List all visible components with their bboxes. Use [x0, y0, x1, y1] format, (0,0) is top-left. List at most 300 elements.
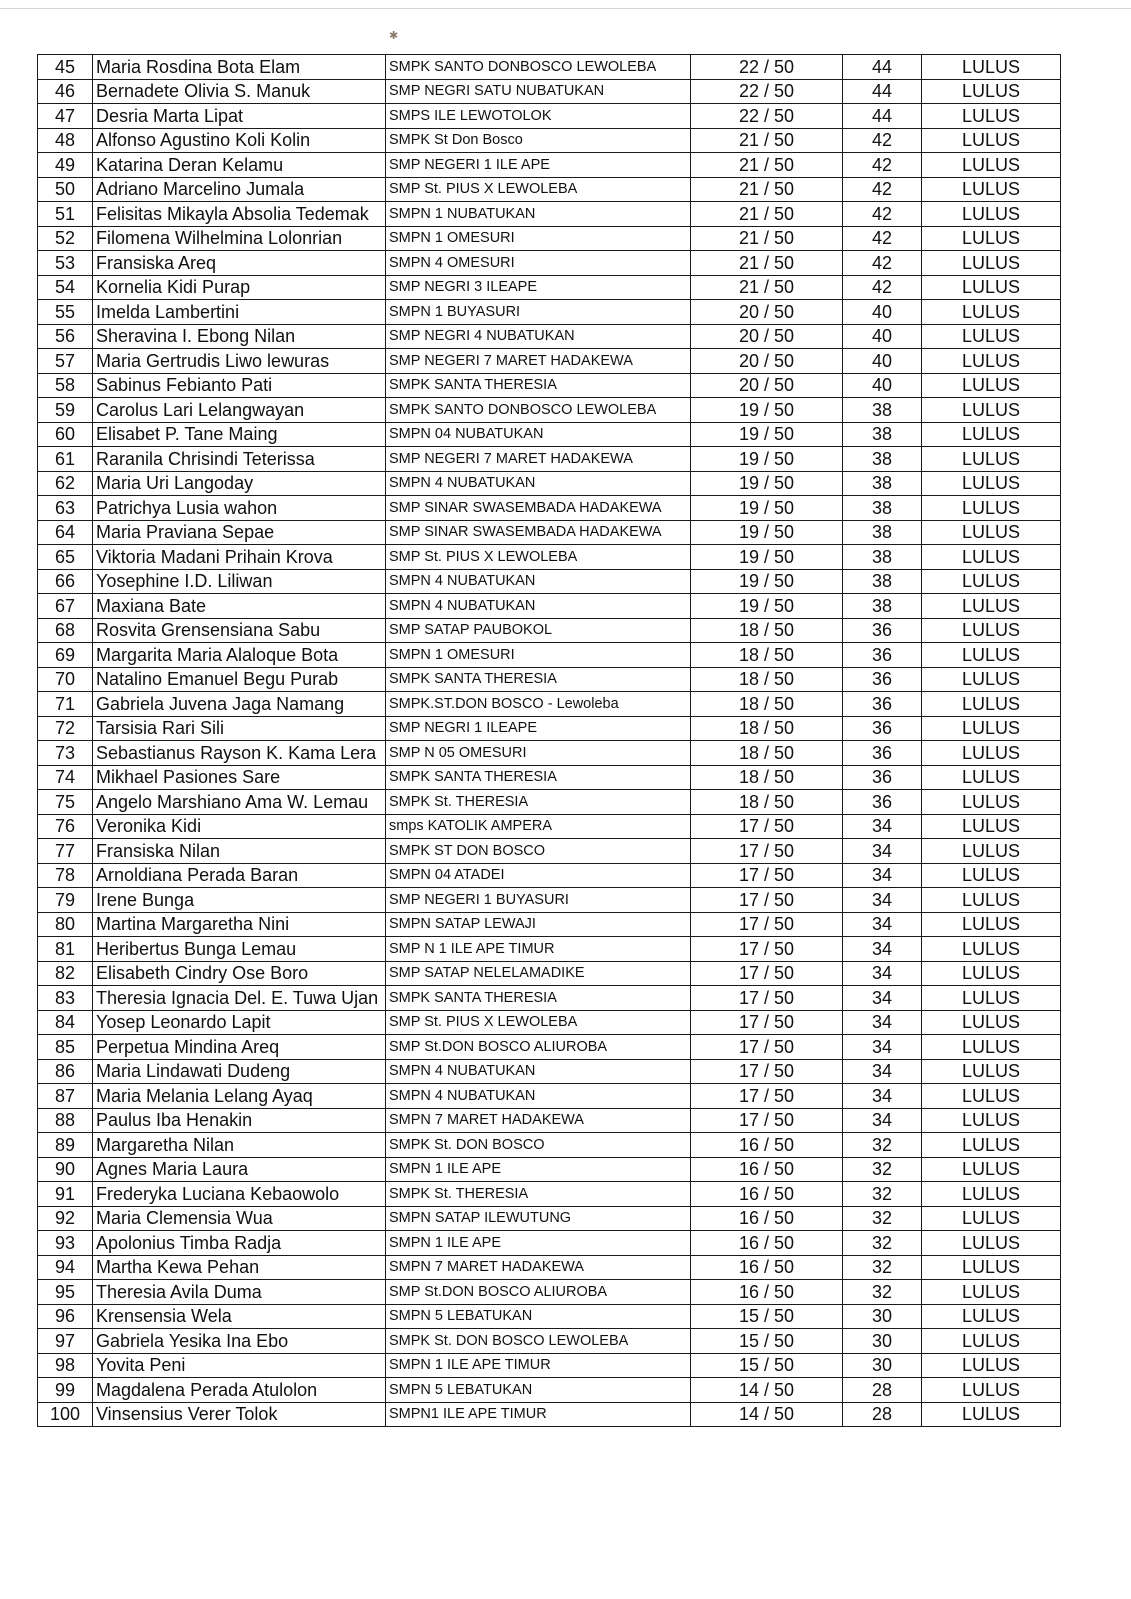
school-name: SMP SINAR SWASEMBADA HADAKEWA — [386, 496, 691, 521]
table-row — [38, 471, 1061, 496]
student-name: Felisitas Mikayla Absolia Tedemak — [93, 202, 386, 227]
status-label: LULUS — [922, 594, 1061, 619]
student-name: Yovita Peni — [93, 1353, 386, 1378]
score-fraction: 19 / 50 — [691, 569, 843, 594]
status-label: LULUS — [922, 300, 1061, 325]
student-name: Patrichya Lusia wahon — [93, 496, 386, 521]
row-number: 91 — [38, 1182, 93, 1207]
final-value: 36 — [843, 618, 922, 643]
school-name: SMPK SANTA THERESIA — [386, 667, 691, 692]
row-number: 89 — [38, 1133, 93, 1158]
score-fraction: 21 / 50 — [691, 177, 843, 202]
student-name: Martina Margaretha Nini — [93, 912, 386, 937]
status-label: LULUS — [922, 863, 1061, 888]
row-number: 48 — [38, 128, 93, 153]
status-label: LULUS — [922, 545, 1061, 570]
table-row — [38, 1402, 1061, 1427]
row-number: 98 — [38, 1353, 93, 1378]
school-name: SMP St. PIUS X LEWOLEBA — [386, 1010, 691, 1035]
student-name: Maria Rosdina Bota Elam — [93, 55, 386, 80]
table-row — [38, 1108, 1061, 1133]
final-value: 42 — [843, 226, 922, 251]
status-label: LULUS — [922, 1353, 1061, 1378]
score-fraction: 19 / 50 — [691, 398, 843, 423]
student-name: Sebastianus Rayson K. Kama Lera — [93, 741, 386, 766]
final-value: 34 — [843, 1010, 922, 1035]
final-value: 38 — [843, 471, 922, 496]
table-row — [38, 594, 1061, 619]
final-value: 36 — [843, 643, 922, 668]
table-row — [38, 349, 1061, 374]
table-row — [38, 1231, 1061, 1256]
row-number: 87 — [38, 1084, 93, 1109]
table-row — [38, 1353, 1061, 1378]
status-label: LULUS — [922, 128, 1061, 153]
school-name: SMP NEGRI 4 NUBATUKAN — [386, 324, 691, 349]
status-label: LULUS — [922, 569, 1061, 594]
score-fraction: 22 / 50 — [691, 79, 843, 104]
student-name: Gabriela Juvena Jaga Namang — [93, 692, 386, 717]
school-name: SMPN SATAP ILEWUTUNG — [386, 1206, 691, 1231]
table-row — [38, 1280, 1061, 1305]
final-value: 36 — [843, 790, 922, 815]
status-label: LULUS — [922, 888, 1061, 913]
final-value: 40 — [843, 324, 922, 349]
score-fraction: 19 / 50 — [691, 545, 843, 570]
final-value: 34 — [843, 986, 922, 1011]
school-name: SMP SATAP PAUBOKOL — [386, 618, 691, 643]
final-value: 36 — [843, 741, 922, 766]
score-fraction: 21 / 50 — [691, 128, 843, 153]
status-label: LULUS — [922, 1084, 1061, 1109]
student-name: Theresia Avila Duma — [93, 1280, 386, 1305]
status-label: LULUS — [922, 324, 1061, 349]
table-row — [38, 251, 1061, 276]
final-value: 30 — [843, 1329, 922, 1354]
final-value: 34 — [843, 863, 922, 888]
school-name: SMPN 1 NUBATUKAN — [386, 202, 691, 227]
row-number: 69 — [38, 643, 93, 668]
results-table — [37, 54, 1061, 1427]
score-fraction: 18 / 50 — [691, 692, 843, 717]
score-fraction: 22 / 50 — [691, 104, 843, 129]
student-name: Yosephine I.D. Liliwan — [93, 569, 386, 594]
table-row — [38, 202, 1061, 227]
school-name: SMPN 4 NUBATUKAN — [386, 569, 691, 594]
status-label: LULUS — [922, 741, 1061, 766]
final-value: 42 — [843, 128, 922, 153]
score-fraction: 19 / 50 — [691, 471, 843, 496]
row-number: 51 — [38, 202, 93, 227]
status-label: LULUS — [922, 202, 1061, 227]
row-number: 99 — [38, 1378, 93, 1403]
score-fraction: 18 / 50 — [691, 765, 843, 790]
final-value: 34 — [843, 961, 922, 986]
score-fraction: 21 / 50 — [691, 153, 843, 178]
row-number: 78 — [38, 863, 93, 888]
table-row — [38, 496, 1061, 521]
student-name: Fransiska Nilan — [93, 839, 386, 864]
school-name: SMPN 04 ATADEI — [386, 863, 691, 888]
table-row — [38, 912, 1061, 937]
row-number: 52 — [38, 226, 93, 251]
student-name: Maria Praviana Sepae — [93, 520, 386, 545]
school-name: SMPN 1 ILE APE — [386, 1231, 691, 1256]
table-row — [38, 1304, 1061, 1329]
score-fraction: 17 / 50 — [691, 863, 843, 888]
final-value: 32 — [843, 1182, 922, 1207]
final-value: 36 — [843, 765, 922, 790]
student-name: Fransiska Areq — [93, 251, 386, 276]
row-number: 96 — [38, 1304, 93, 1329]
row-number: 95 — [38, 1280, 93, 1305]
row-number: 94 — [38, 1255, 93, 1280]
final-value: 32 — [843, 1133, 922, 1158]
results-table-body — [38, 55, 1061, 1427]
row-number: 84 — [38, 1010, 93, 1035]
score-fraction: 15 / 50 — [691, 1329, 843, 1354]
student-name: Carolus Lari Lelangwayan — [93, 398, 386, 423]
score-fraction: 21 / 50 — [691, 226, 843, 251]
school-name: SMPN 7 MARET HADAKEWA — [386, 1108, 691, 1133]
school-name: SMPK SANTO DONBOSCO LEWOLEBA — [386, 55, 691, 80]
school-name: SMP SATAP NELELAMADIKE — [386, 961, 691, 986]
status-label: LULUS — [922, 790, 1061, 815]
row-number: 80 — [38, 912, 93, 937]
status-label: LULUS — [922, 814, 1061, 839]
status-label: LULUS — [922, 79, 1061, 104]
final-value: 34 — [843, 912, 922, 937]
score-fraction: 14 / 50 — [691, 1378, 843, 1403]
final-value: 32 — [843, 1206, 922, 1231]
row-number: 67 — [38, 594, 93, 619]
table-row — [38, 153, 1061, 178]
school-name: SMP N 05 OMESURI — [386, 741, 691, 766]
student-name: Imelda Lambertini — [93, 300, 386, 325]
row-number: 53 — [38, 251, 93, 276]
school-name: SMPK ST DON BOSCO — [386, 839, 691, 864]
status-label: LULUS — [922, 1304, 1061, 1329]
student-name: Sheravina I. Ebong Nilan — [93, 324, 386, 349]
final-value: 40 — [843, 373, 922, 398]
status-label: LULUS — [922, 471, 1061, 496]
final-value: 42 — [843, 177, 922, 202]
status-label: LULUS — [922, 1182, 1061, 1207]
student-name: Angelo Marshiano Ama W. Lemau — [93, 790, 386, 815]
score-fraction: 21 / 50 — [691, 251, 843, 276]
table-row — [38, 398, 1061, 423]
final-value: 34 — [843, 888, 922, 913]
student-name: Martha Kewa Pehan — [93, 1255, 386, 1280]
student-name: Gabriela Yesika Ina Ebo — [93, 1329, 386, 1354]
student-name: Heribertus Bunga Lemau — [93, 937, 386, 962]
student-name: Elisabet P. Tane Maing — [93, 422, 386, 447]
school-name: SMPN 04 NUBATUKAN — [386, 422, 691, 447]
table-row — [38, 961, 1061, 986]
status-label: LULUS — [922, 1329, 1061, 1354]
table-row — [38, 937, 1061, 962]
score-fraction: 17 / 50 — [691, 912, 843, 937]
table-row — [38, 447, 1061, 472]
row-number: 56 — [38, 324, 93, 349]
row-number: 62 — [38, 471, 93, 496]
final-value: 38 — [843, 496, 922, 521]
student-name: Krensensia Wela — [93, 1304, 386, 1329]
table-row — [38, 300, 1061, 325]
table-row — [38, 888, 1061, 913]
school-name: SMPK SANTO DONBOSCO LEWOLEBA — [386, 398, 691, 423]
row-number: 46 — [38, 79, 93, 104]
school-name: SMPK St. DON BOSCO LEWOLEBA — [386, 1329, 691, 1354]
score-fraction: 18 / 50 — [691, 716, 843, 741]
row-number: 88 — [38, 1108, 93, 1133]
student-name: Viktoria Madani Prihain Krova — [93, 545, 386, 570]
status-label: LULUS — [922, 1059, 1061, 1084]
final-value: 30 — [843, 1304, 922, 1329]
row-number: 57 — [38, 349, 93, 374]
final-value: 34 — [843, 839, 922, 864]
status-label: LULUS — [922, 104, 1061, 129]
school-name: SMPN 5 LEBATUKAN — [386, 1304, 691, 1329]
row-number: 72 — [38, 716, 93, 741]
school-name: SMP NEGRI 1 ILEAPE — [386, 716, 691, 741]
student-name: Alfonso Agustino Koli Kolin — [93, 128, 386, 153]
final-value: 40 — [843, 300, 922, 325]
school-name: SMP NEGRI SATU NUBATUKAN — [386, 79, 691, 104]
page-top-rule — [0, 8, 1131, 9]
final-value: 38 — [843, 422, 922, 447]
row-number: 81 — [38, 937, 93, 962]
status-label: LULUS — [922, 1280, 1061, 1305]
status-label: LULUS — [922, 496, 1061, 521]
final-value: 44 — [843, 55, 922, 80]
student-name: Natalino Emanuel Begu Purab — [93, 667, 386, 692]
score-fraction: 22 / 50 — [691, 55, 843, 80]
student-name: Arnoldiana Perada Baran — [93, 863, 386, 888]
school-name: SMPN 4 OMESURI — [386, 251, 691, 276]
table-row — [38, 520, 1061, 545]
final-value: 34 — [843, 1059, 922, 1084]
table-row — [38, 765, 1061, 790]
student-name: Rosvita Grensensiana Sabu — [93, 618, 386, 643]
final-value: 38 — [843, 398, 922, 423]
final-value: 42 — [843, 251, 922, 276]
final-value: 34 — [843, 814, 922, 839]
status-label: LULUS — [922, 177, 1061, 202]
status-label: LULUS — [922, 765, 1061, 790]
score-fraction: 14 / 50 — [691, 1402, 843, 1427]
table-row — [38, 618, 1061, 643]
status-label: LULUS — [922, 839, 1061, 864]
table-row — [38, 643, 1061, 668]
status-label: LULUS — [922, 1255, 1061, 1280]
student-name: Perpetua Mindina Areq — [93, 1035, 386, 1060]
final-value: 38 — [843, 447, 922, 472]
final-value: 34 — [843, 1084, 922, 1109]
score-fraction: 21 / 50 — [691, 275, 843, 300]
row-number: 45 — [38, 55, 93, 80]
row-number: 54 — [38, 275, 93, 300]
table-row — [38, 986, 1061, 1011]
school-name: SMPN 4 NUBATUKAN — [386, 594, 691, 619]
status-label: LULUS — [922, 643, 1061, 668]
school-name: SMP St.DON BOSCO ALIUROBA — [386, 1035, 691, 1060]
table-row — [38, 692, 1061, 717]
row-number: 92 — [38, 1206, 93, 1231]
table-row — [38, 716, 1061, 741]
table-row — [38, 422, 1061, 447]
table-row — [38, 1133, 1061, 1158]
table-row — [38, 545, 1061, 570]
school-name: SMPN 4 NUBATUKAN — [386, 471, 691, 496]
student-name: Vinsensius Verer Tolok — [93, 1402, 386, 1427]
row-number: 76 — [38, 814, 93, 839]
final-value: 36 — [843, 692, 922, 717]
score-fraction: 17 / 50 — [691, 1084, 843, 1109]
final-value: 38 — [843, 594, 922, 619]
score-fraction: 19 / 50 — [691, 496, 843, 521]
row-number: 97 — [38, 1329, 93, 1354]
final-value: 32 — [843, 1255, 922, 1280]
status-label: LULUS — [922, 961, 1061, 986]
score-fraction: 16 / 50 — [691, 1157, 843, 1182]
score-fraction: 20 / 50 — [691, 373, 843, 398]
student-name: Margaretha Nilan — [93, 1133, 386, 1158]
student-name: Agnes Maria Laura — [93, 1157, 386, 1182]
table-row — [38, 1206, 1061, 1231]
student-name: Paulus Iba Henakin — [93, 1108, 386, 1133]
student-name: Maria Melania Lelang Ayaq — [93, 1084, 386, 1109]
student-name: Elisabeth Cindry Ose Boro — [93, 961, 386, 986]
status-label: LULUS — [922, 618, 1061, 643]
final-value: 42 — [843, 202, 922, 227]
final-value: 34 — [843, 1035, 922, 1060]
final-value: 28 — [843, 1402, 922, 1427]
row-number: 90 — [38, 1157, 93, 1182]
score-fraction: 17 / 50 — [691, 986, 843, 1011]
status-label: LULUS — [922, 667, 1061, 692]
school-name: SMP St. PIUS X LEWOLEBA — [386, 545, 691, 570]
status-label: LULUS — [922, 937, 1061, 962]
row-number: 93 — [38, 1231, 93, 1256]
row-number: 65 — [38, 545, 93, 570]
table-row — [38, 275, 1061, 300]
score-fraction: 17 / 50 — [691, 888, 843, 913]
status-label: LULUS — [922, 275, 1061, 300]
table-row — [38, 790, 1061, 815]
student-name: Maria Uri Langoday — [93, 471, 386, 496]
row-number: 60 — [38, 422, 93, 447]
score-fraction: 15 / 50 — [691, 1304, 843, 1329]
score-fraction: 20 / 50 — [691, 300, 843, 325]
school-name: SMPN 1 ILE APE — [386, 1157, 691, 1182]
school-name: smps KATOLIK AMPERA — [386, 814, 691, 839]
student-name: Kornelia Kidi Purap — [93, 275, 386, 300]
row-number: 68 — [38, 618, 93, 643]
final-value: 36 — [843, 667, 922, 692]
student-name: Frederyka Luciana Kebaowolo — [93, 1182, 386, 1207]
row-number: 71 — [38, 692, 93, 717]
row-number: 70 — [38, 667, 93, 692]
row-number: 58 — [38, 373, 93, 398]
final-value: 40 — [843, 349, 922, 374]
school-name: SMP St. PIUS X LEWOLEBA — [386, 177, 691, 202]
student-name: Filomena Wilhelmina Lolonrian — [93, 226, 386, 251]
student-name: Raranila Chrisindi Teterissa — [93, 447, 386, 472]
student-name: Bernadete Olivia S. Manuk — [93, 79, 386, 104]
student-name: Irene Bunga — [93, 888, 386, 913]
score-fraction: 15 / 50 — [691, 1353, 843, 1378]
row-number: 86 — [38, 1059, 93, 1084]
school-name: SMPN 5 LEBATUKAN — [386, 1378, 691, 1403]
status-label: LULUS — [922, 1206, 1061, 1231]
table-row — [38, 814, 1061, 839]
row-number: 85 — [38, 1035, 93, 1060]
score-fraction: 18 / 50 — [691, 741, 843, 766]
school-name: SMPK St. THERESIA — [386, 1182, 691, 1207]
status-label: LULUS — [922, 1010, 1061, 1035]
score-fraction: 17 / 50 — [691, 961, 843, 986]
student-name: Maxiana Bate — [93, 594, 386, 619]
score-fraction: 19 / 50 — [691, 447, 843, 472]
final-value: 38 — [843, 545, 922, 570]
status-label: LULUS — [922, 447, 1061, 472]
final-value: 44 — [843, 79, 922, 104]
school-name: SMP NEGERI 7 MARET HADAKEWA — [386, 447, 691, 472]
status-label: LULUS — [922, 1231, 1061, 1256]
school-name: SMPN 1 ILE APE TIMUR — [386, 1353, 691, 1378]
school-name: SMPN 1 OMESURI — [386, 643, 691, 668]
final-value: 38 — [843, 569, 922, 594]
status-label: LULUS — [922, 55, 1061, 80]
student-name: Maria Gertrudis Liwo lewuras — [93, 349, 386, 374]
school-name: SMPK St Don Bosco — [386, 128, 691, 153]
table-row — [38, 1378, 1061, 1403]
score-fraction: 16 / 50 — [691, 1255, 843, 1280]
table-row — [38, 373, 1061, 398]
row-number: 74 — [38, 765, 93, 790]
school-name: SMPN 1 BUYASURI — [386, 300, 691, 325]
final-value: 36 — [843, 716, 922, 741]
table-row — [38, 79, 1061, 104]
school-name: SMPN1 ILE APE TIMUR — [386, 1402, 691, 1427]
table-row — [38, 1329, 1061, 1354]
table-row — [38, 128, 1061, 153]
row-number: 49 — [38, 153, 93, 178]
table-row — [38, 569, 1061, 594]
table-row — [38, 1010, 1061, 1035]
score-fraction: 16 / 50 — [691, 1280, 843, 1305]
status-label: LULUS — [922, 1035, 1061, 1060]
status-label: LULUS — [922, 349, 1061, 374]
table-row — [38, 863, 1061, 888]
table-row — [38, 226, 1061, 251]
score-fraction: 19 / 50 — [691, 594, 843, 619]
table-row — [38, 1157, 1061, 1182]
school-name: SMPK SANTA THERESIA — [386, 986, 691, 1011]
school-name: SMPN 1 OMESURI — [386, 226, 691, 251]
school-name: SMP NEGERI 1 ILE APE — [386, 153, 691, 178]
row-number: 63 — [38, 496, 93, 521]
table-row — [38, 1084, 1061, 1109]
table-row — [38, 104, 1061, 129]
score-fraction: 17 / 50 — [691, 1059, 843, 1084]
score-fraction: 20 / 50 — [691, 349, 843, 374]
status-label: LULUS — [922, 226, 1061, 251]
row-number: 83 — [38, 986, 93, 1011]
school-name: SMPN 7 MARET HADAKEWA — [386, 1255, 691, 1280]
table-row — [38, 1255, 1061, 1280]
